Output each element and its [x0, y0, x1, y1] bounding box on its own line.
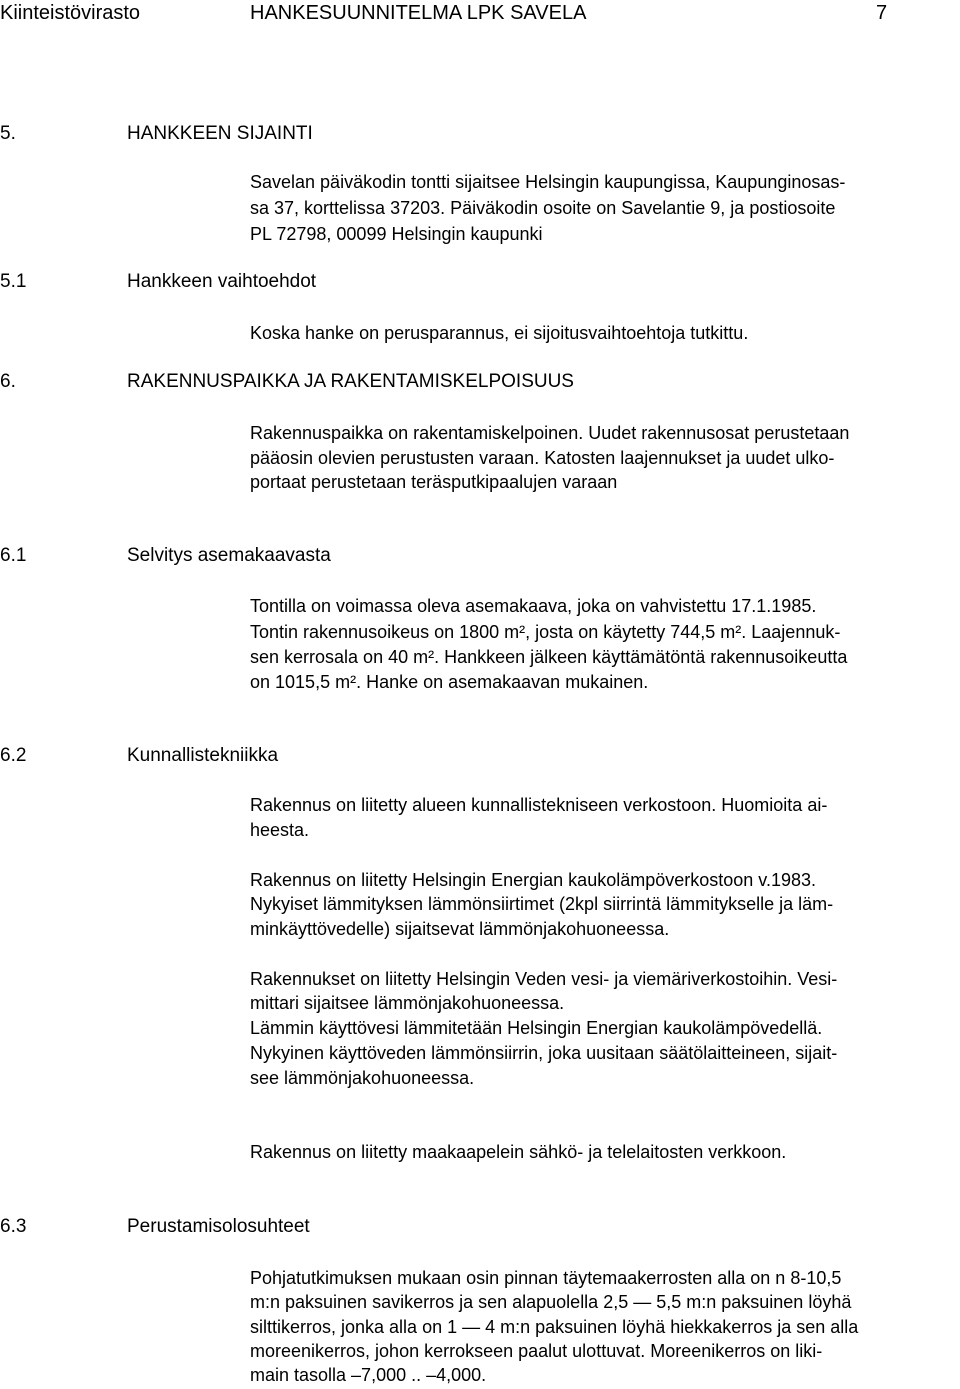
- section-5-title: HANKKEEN SIJAINTI: [127, 123, 313, 144]
- electricity-line: Rakennus on liitetty maakaapelein sähkö- ja telelaitosten verkkoon.: [250, 1142, 787, 1162]
- water-line: mittari sijaitsee lämmönjakohuoneessa.: [250, 993, 565, 1013]
- buildability-line: Rakennuspaikka on rakentamiskelpoinen. Uudet rakennusosat perustetaan: [250, 423, 850, 443]
- utilities-line: heesta.: [250, 820, 310, 840]
- buildability-line: portaat perustetaan teräsputkipaalujen varaan: [250, 472, 618, 492]
- section-5-number: 5.: [0, 123, 16, 144]
- location-line: PL 72798, 00099 Helsingin kaupunki: [250, 224, 543, 244]
- location-line: sa 37, korttelissa 37203. Päiväkodin osoite on Savelantie 9, ja postiosoite: [250, 198, 836, 218]
- water-line: see lämmönjakohuoneessa.: [250, 1068, 475, 1088]
- heating-line: minkäyttövedelle) sijaitsevat lämmönjakohuoneessa.: [250, 919, 670, 939]
- utilities-line: Rakennus on liitetty alueen kunnallistekniseen verkostoon. Huomioita ai-: [250, 795, 828, 815]
- zoning-line: on 1015,5 m². Hanke on asemakaavan mukainen.: [250, 672, 649, 692]
- water-line: Rakennukset on liitetty Helsingin Veden vesi- ja viemäriverkostoihin. Vesi-: [250, 969, 838, 989]
- section-6-2-title: Kunnallistekniikka: [127, 745, 279, 766]
- foundation-line: Pohjatutkimuksen mukaan osin pinnan täytemaakerrosten alla on n 8-10,5: [250, 1268, 842, 1288]
- buildability-line: pääosin olevien perustusten varaan. Katosten laajennukset ja uudet ulko-: [250, 448, 835, 468]
- zoning-line: sen kerrosala on 40 m². Hankkeen jälkeen käyttämätöntä rakennusoikeutta: [250, 647, 848, 667]
- header-organization: Kiinteistövirasto: [0, 2, 141, 24]
- section-6-1-number: 6.1: [0, 545, 27, 566]
- section-6-2-number: 6.2: [0, 745, 27, 766]
- zoning-line: Tontilla on voimassa oleva asemakaava, joka on vahvistettu 17.1.1985.: [250, 596, 817, 616]
- location-line: Savelan päiväkodin tontti sijaitsee Helsingin kaupungissa, Kaupunginosas-: [250, 172, 846, 192]
- foundation-line: silttikerros, jonka alla on 1 — 4 m:n paksuinen löyhä hiekkakerros ja sen alla: [250, 1317, 859, 1337]
- section-6-1-title: Selvitys asemakaavasta: [127, 545, 331, 566]
- alternatives-line: Koska hanke on perusparannus, ei sijoitusvaihtoehtoja tutkittu.: [250, 323, 749, 343]
- section-6-number: 6.: [0, 371, 16, 392]
- water-line: Nykyinen käyttöveden lämmönsiirrin, joka uusitaan säätölaitteineen, sijait-: [250, 1043, 838, 1063]
- section-6-3-title: Perustamisolosuhteet: [127, 1216, 310, 1237]
- section-5-1-number: 5.1: [0, 271, 27, 292]
- heating-line: Nykyiset lämmityksen lämmönsiirtimet (2kpl siirrintä lämmitykselle ja läm-: [250, 894, 834, 914]
- section-6-3-number: 6.3: [0, 1216, 27, 1237]
- section-6-title: RAKENNUSPAIKKA JA RAKENTAMISKELPOISUUS: [127, 371, 574, 392]
- page-number: 7: [876, 2, 888, 24]
- foundation-line: moreenikerros, johon kerrokseen paalut ulottuvat. Moreenikerros on liki-: [250, 1341, 823, 1361]
- heating-line: Rakennus on liitetty Helsingin Energian kaukolämpöverkostoon v.1983.: [250, 870, 816, 890]
- foundation-line: main tasolla –7,000 .. –4,000.: [250, 1365, 487, 1385]
- zoning-line: Tontin rakennusoikeus on 1800 m², josta on käytetty 744,5 m². Laajennuk-: [250, 622, 841, 642]
- water-line: Lämmin käyttövesi lämmitetään Helsingin Energian kaukolämpövedellä.: [250, 1018, 823, 1038]
- document-title: HANKESUUNNITELMA LPK SAVELA: [250, 2, 587, 24]
- foundation-line: m:n paksuinen savikerros ja sen alapuolella 2,5 — 5,5 m:n paksuinen löyhä: [250, 1292, 852, 1312]
- section-5-1-title: Hankkeen vaihtoehdot: [127, 271, 317, 292]
